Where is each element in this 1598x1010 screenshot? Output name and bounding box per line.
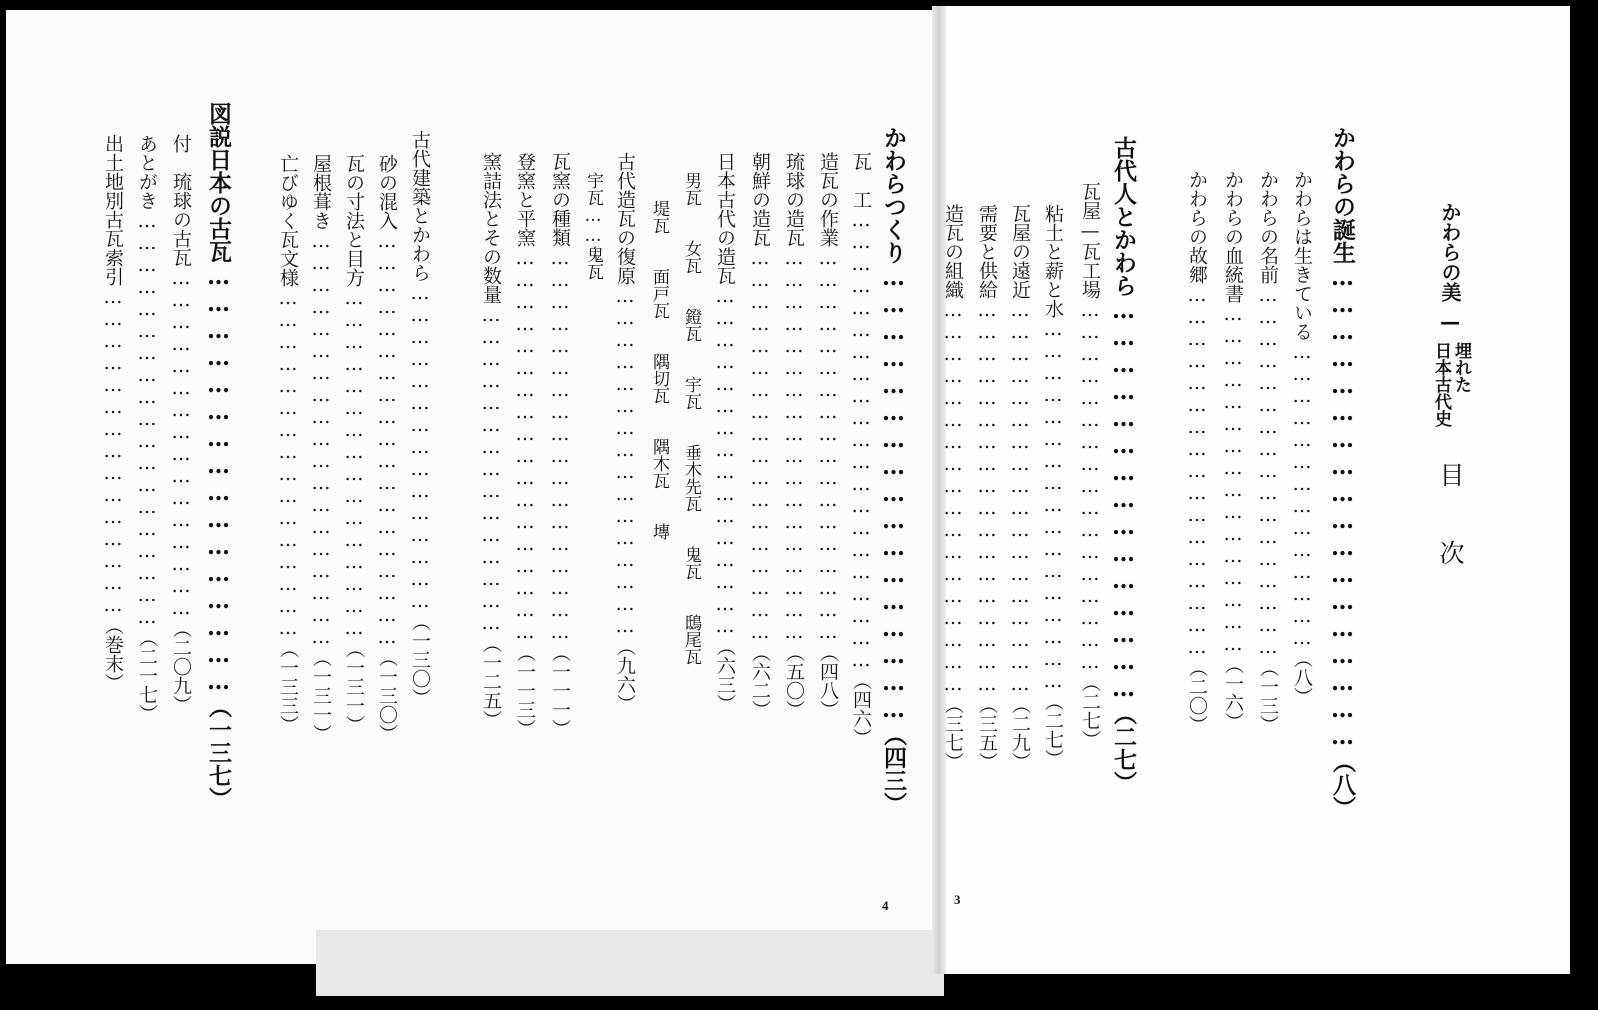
toc-entry: 古代造瓦の復原…………………………………………（九六） [614, 152, 636, 713]
toc-entry: 登窯と平窯………………………………………………（一一三） [514, 152, 536, 738]
heading-ji: 次 [1436, 540, 1465, 565]
toc-entry: 亡びゆく瓦文様…………………………………………（一三三） [277, 154, 299, 734]
title-dash: — [1438, 310, 1462, 334]
toc-entry: 需要と供給………………………………………………（三五） [976, 204, 998, 771]
subtitle-line-1: 埋れた [1451, 342, 1471, 393]
toc-entry: 瓦の寸法と目方…………………………………………（一三一） [343, 154, 365, 734]
toc-entry: 琉球の造瓦………………………………………………（五〇） [783, 152, 805, 719]
toc-entry: かわらの名前……………………………………………（一三） [1257, 170, 1279, 734]
toc-entry: 造瓦の組織………………………………………………（三七） [942, 204, 964, 771]
toc-entry: 瓦屋—瓦工場……………………………………………（二七） [1079, 182, 1101, 749]
toc-entry: 屋根葺き…………………………………………………（一三一） [310, 154, 332, 743]
toc-entry: 日本古代の造瓦…………………………………………（六三） [714, 152, 736, 713]
toc-entry: 朝鮮の造瓦………………………………………………（六二） [749, 152, 771, 719]
toc-entry: 砂の混入…………………………………………………（一三〇） [376, 154, 398, 743]
toc-chapter: かわらの誕生………………………………………………（八） [1329, 126, 1356, 819]
toc-entry: 瓦窯の種類………………………………………………（一一一） [549, 152, 571, 738]
page-shadow [316, 930, 944, 996]
toc-chapter: 図説日本の古瓦…………………………………………（一三七） [205, 102, 232, 810]
toc-entry: 窯詰法とその数量………………………………………（一二五） [480, 152, 502, 729]
toc-entry: 付 琉球の古瓦…………………………………………（二〇九） [170, 134, 192, 714]
toc-entry: 瓦 工………………………………………………………（四六） [850, 152, 872, 747]
toc-entry: かわらは生きている……………………………………（八） [1291, 170, 1313, 706]
right-page [940, 6, 1570, 974]
toc-subitems: 男瓦 女瓦 鐙瓦 宇瓦 垂木先瓦 鬼瓦 鴟尾瓦 [681, 172, 701, 665]
toc-entry: 瓦屋の遠近………………………………………………（二九） [1009, 204, 1031, 771]
toc-entry: 造瓦の作業………………………………………………（四八） [817, 152, 839, 719]
toc-entry: かわらの血統書…………………………………………（一六） [1222, 170, 1244, 731]
toc-entry: 粘土と薪と水……………………………………………（二七） [1042, 204, 1064, 768]
subtitle-line-2: 日本古代史 [1431, 342, 1451, 427]
page-number-left: 4 [882, 898, 889, 913]
toc-entry: 出土地別古瓦索引………………………………………（巻末） [102, 134, 124, 692]
toc-chapter: かわらつくり……………………………………………（四三） [880, 126, 907, 815]
page-number-right: 3 [954, 892, 961, 907]
toc-entry: かわらの故郷……………………………………………（二〇） [1186, 170, 1208, 734]
toc-chapter: 古代人とかわら………………………………………（二七） [1110, 136, 1137, 794]
toc-subitems: 堤瓦 面戸瓦 隅切瓦 隅木瓦 塼 [649, 200, 669, 540]
toc-subitems: 宇瓦……鬼瓦 [583, 172, 603, 280]
toc-chapter: 古代建築とかわら………………………………………（一三〇） [409, 130, 431, 707]
toc-entry: あとがき…………………………………………………（二一七） [136, 134, 158, 723]
heading-moku: 目 [1436, 462, 1465, 487]
series-title: かわらの美 [1438, 202, 1462, 302]
